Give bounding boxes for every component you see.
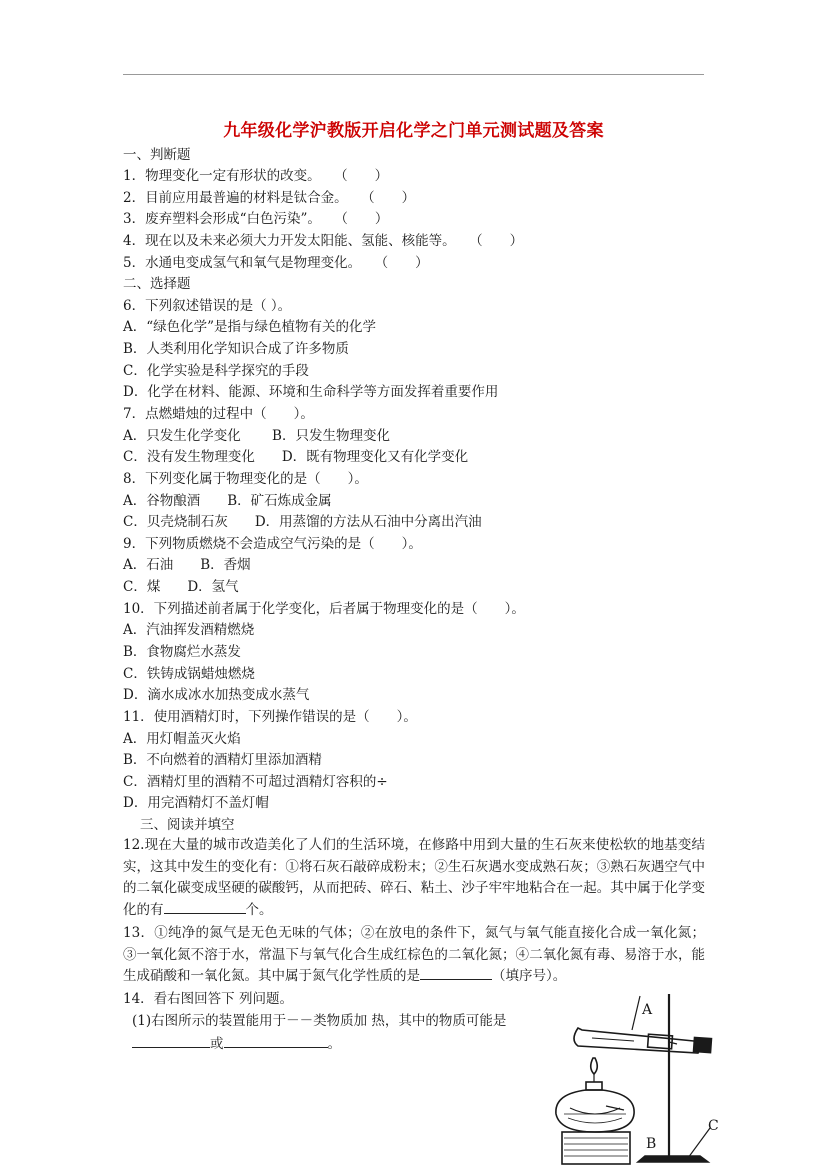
option-line: D．滴水成冰水加热变成水蒸气 [123, 687, 310, 703]
option-line: A．汽油挥发酒精燃烧 [123, 622, 255, 638]
question-8: 8．下列变化属于物理变化的是（ ）。 [123, 471, 368, 487]
question-14-part-1: (1)右图所示的装置能用于－－类物质加 热，其中的物质可能是 [132, 1013, 507, 1029]
section-heading-choice: 二、选择题 [123, 276, 191, 292]
question-13-text: 13．①纯净的氮气是无色无味的气体；②在放电的条件下，氮气与氧气能直接化合成一氧化氮；③一氧化氮不溶于水，常温下与氧气化合生成红棕色的二氧化氮；④二氧化氮有毒、易溶于水，能生成硝酸和一氧化氮。其中属于氮气化学性质的是 [123, 925, 705, 985]
option-line: C．化学实验是科学探究的手段 [123, 363, 309, 379]
answer-blank[interactable] [164, 900, 246, 914]
label-b-leader [606, 1106, 624, 1110]
rubber-stopper [694, 1037, 712, 1052]
section-heading-judgment: 一、判断题 [123, 147, 191, 163]
question-12-suffix: 个。 [245, 901, 273, 918]
option-line: B．不向燃着的酒精灯里添加酒精 [123, 752, 322, 768]
sentence-end: 。 [327, 1036, 341, 1052]
heating-apparatus-diagram [548, 992, 827, 1170]
question-12 [123, 835, 705, 921]
option-line: C．酒精灯里的酒精不可超过酒精灯容积的÷ [123, 774, 388, 790]
question-14: 14．看右图回答下 列问题。 [123, 991, 293, 1007]
lamp-neck [586, 1082, 602, 1090]
question-13-suffix: （填序号）。 [492, 968, 567, 985]
option-line: A．只发生化学变化 B．只发生物理变化 [123, 428, 390, 444]
test-tube [574, 1028, 704, 1053]
header-rule [123, 74, 704, 75]
option-line: C．没有发生物理变化 D．既有物理变化又有化学变化 [123, 449, 469, 465]
answer-blank[interactable] [224, 1034, 328, 1048]
answer-blank[interactable] [132, 1034, 210, 1048]
label-a: A [642, 1002, 653, 1018]
iron-stand-base [638, 1156, 708, 1162]
question-14-answer-line [132, 1034, 341, 1053]
option-line: B．食物腐烂水蒸发 [123, 644, 241, 660]
question-7: 7．点燃蜡烛的过程中（ ）。 [123, 406, 314, 422]
option-line: C．煤 D．氢气 [123, 579, 239, 595]
conjunction-or: 或 [210, 1036, 224, 1052]
wooden-block [562, 1132, 630, 1164]
section-heading-reading: 三、阅读并填空 [140, 817, 235, 833]
question-6: 6．下列叙述错误的是（ ）。 [123, 298, 292, 314]
page-title: 九年级化学沪教版开启化学之门单元测试题及答案 [223, 121, 604, 141]
option-line: D．化学在材料、能源、环境和生命科学等方面发挥着重要作用 [123, 384, 499, 400]
label-c: C [708, 1118, 719, 1134]
question-12-text: 12.现在大量的城市改造美化了人们的生活环境，在修路中用到大量的生石灰来使松软的地基变结实，这其中发生的变化有：①将石灰石敲碎成粉末；②生石灰遇水变成熟石灰；③熟石灰遇空气中的二氧化碳变成坚硬的碳酸钙，从而把砖、碎石、粘土、沙子牢牢地粘合在一起。其中属于化学变化的有 [123, 837, 705, 918]
question-11: 11．使用酒精灯时，下列操作错误的是（ ）。 [123, 709, 417, 725]
option-line: A．用灯帽盖灭火焰 [123, 731, 241, 747]
question-4: 4．现在以及未来必须大力开发太阳能、氢能、核能等。 （ ） [123, 233, 524, 249]
question-3: 3．废弃塑料会形成“白色污染”。 （ ） [123, 211, 389, 227]
alcohol-lamp [556, 1090, 634, 1132]
label-b: B [646, 1136, 657, 1152]
option-line: D．用完酒精灯不盖灯帽 [123, 795, 269, 811]
label-a-leader [632, 996, 640, 1030]
question-1: 1．物理变化一定有形状的改变。 （ ） [123, 168, 389, 184]
question-2: 2．目前应用最普遍的材料是钛合金。 （ ） [123, 190, 416, 206]
question-10: 10．下列描述前者属于化学变化，后者属于物理变化的是（ ）。 [123, 601, 525, 617]
question-9: 9．下列物质燃烧不会造成空气污染的是（ ）。 [123, 536, 422, 552]
option-line: C．铁铸成锅蜡烛燃烧 [123, 666, 255, 682]
option-line: A．谷物酿酒 B．矿石炼成金属 [123, 493, 332, 509]
option-line: A．“绿色化学”是指与绿色植物有关的化学 [123, 319, 377, 335]
option-line: A．石油 B．香烟 [123, 557, 251, 573]
question-5: 5．水通电变成氢气和氧气是物理变化。 （ ） [123, 255, 429, 271]
flame [591, 1058, 598, 1074]
answer-blank[interactable] [420, 966, 492, 980]
label-c-leader [688, 1128, 710, 1158]
option-line: C．贝壳烧制石灰 D．用蒸馏的方法从石油中分离出汽油 [123, 514, 482, 530]
question-13 [123, 923, 705, 988]
option-line: B．人类利用化学知识合成了许多物质 [123, 341, 349, 357]
